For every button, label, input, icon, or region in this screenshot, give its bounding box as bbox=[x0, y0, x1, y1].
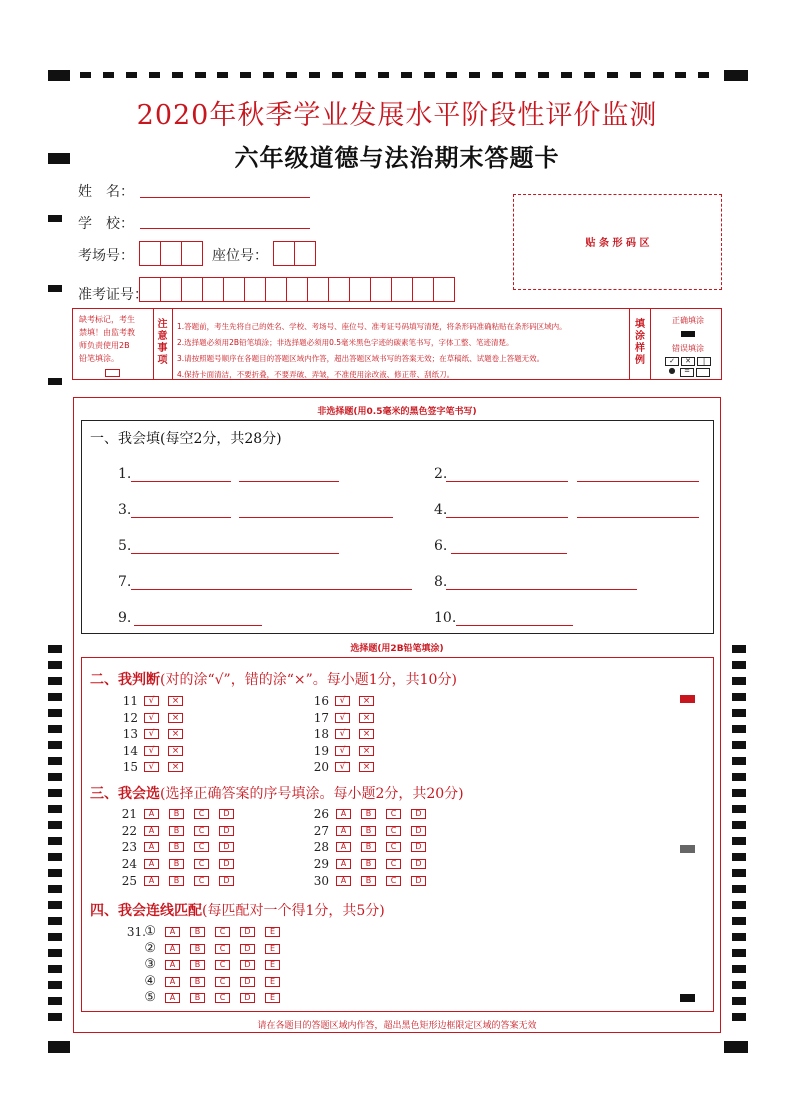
match-row-number: ③ bbox=[144, 957, 156, 972]
match-option[interactable]: A bbox=[165, 944, 180, 954]
timing-mark bbox=[48, 285, 62, 292]
timing-mark bbox=[48, 378, 62, 385]
match-row-number: ① bbox=[144, 924, 156, 939]
question-number: 21 bbox=[121, 807, 137, 821]
choice-option[interactable]: D bbox=[411, 876, 426, 886]
choice-option[interactable]: B bbox=[169, 842, 184, 852]
answer-line[interactable] bbox=[577, 481, 699, 482]
timing-mark bbox=[48, 725, 62, 733]
choice-option[interactable]: A bbox=[336, 809, 351, 819]
choice-option[interactable]: A bbox=[144, 876, 159, 886]
fill-item-10: 10. bbox=[434, 610, 457, 626]
match-option[interactable]: E bbox=[265, 960, 280, 970]
choice-option[interactable]: A bbox=[336, 859, 351, 869]
choice-option[interactable]: B bbox=[169, 826, 184, 836]
choice-option[interactable]: A bbox=[144, 826, 159, 836]
notice-box bbox=[72, 308, 722, 380]
wrong-fill-samples: ✓ ✕ | bbox=[655, 357, 721, 366]
section2-title: 二、我判断(对的涂“√”，错的涂“×”。每小题1分，共10分) bbox=[90, 672, 457, 688]
admission-cells[interactable] bbox=[139, 277, 454, 302]
answer-line[interactable] bbox=[446, 517, 568, 518]
match-row-number: ④ bbox=[144, 973, 156, 989]
timing-mark bbox=[48, 757, 62, 765]
admission-label: 准考证号： bbox=[78, 287, 148, 303]
match-option[interactable]: C bbox=[215, 960, 230, 970]
choice-option[interactable]: B bbox=[361, 826, 376, 836]
choice-option[interactable]: A bbox=[144, 859, 159, 869]
judge-option[interactable]: × bbox=[168, 696, 183, 706]
judge-option[interactable]: × bbox=[359, 696, 374, 706]
timing-mark bbox=[48, 773, 62, 781]
judge-option[interactable]: √ bbox=[335, 696, 350, 706]
choice-band-title: 选择题(用2B铅笔填涂) bbox=[350, 644, 444, 654]
choice-option[interactable]: C bbox=[194, 859, 209, 869]
choice-option[interactable]: C bbox=[194, 809, 209, 819]
question-number: 14 bbox=[122, 743, 138, 758]
timing-dash bbox=[126, 72, 137, 78]
name-field[interactable] bbox=[140, 197, 310, 198]
timing-mark bbox=[732, 805, 746, 813]
judge-option[interactable]: √ bbox=[335, 762, 350, 772]
correct-fill-sample bbox=[681, 331, 695, 337]
page-subtitle: 六年级道德与法治期末答题卡 bbox=[234, 144, 560, 172]
timing-dash bbox=[653, 72, 664, 78]
choice-option[interactable]: A bbox=[336, 876, 351, 886]
timing-mark bbox=[732, 709, 746, 717]
timing-mark bbox=[48, 693, 62, 701]
match-option[interactable]: C bbox=[215, 944, 230, 954]
match-option[interactable]: B bbox=[190, 977, 205, 987]
fill-item-2: 2. bbox=[434, 466, 448, 482]
choice-option[interactable]: B bbox=[361, 842, 376, 852]
choice-option[interactable]: D bbox=[219, 876, 234, 886]
timing-dash bbox=[309, 72, 320, 78]
timing-mark bbox=[732, 741, 746, 749]
timing-dash bbox=[492, 72, 503, 78]
timing-mark bbox=[732, 901, 746, 909]
choice-option[interactable]: C bbox=[386, 859, 401, 869]
sample-label: 填 涂 样 例 bbox=[629, 309, 651, 379]
question-number: 28 bbox=[313, 840, 329, 855]
fill-item-8: 8. bbox=[434, 574, 448, 590]
answer-line[interactable] bbox=[446, 589, 637, 590]
match-option[interactable]: E bbox=[265, 993, 280, 1003]
locator-mark bbox=[680, 845, 695, 853]
judge-option[interactable]: √ bbox=[144, 762, 159, 772]
timing-mark bbox=[732, 725, 746, 733]
choice-option[interactable]: D bbox=[219, 809, 234, 819]
timing-dash bbox=[538, 72, 549, 78]
judge-option[interactable]: √ bbox=[144, 746, 159, 756]
choice-option[interactable]: A bbox=[144, 809, 159, 819]
absence-mark-area bbox=[73, 309, 154, 379]
fill-item-5: 5. bbox=[118, 538, 132, 554]
correct-fill-label: 正确填涂 bbox=[672, 316, 704, 325]
fill-item-9: 9. bbox=[118, 610, 132, 626]
timing-mark bbox=[48, 1041, 70, 1053]
timing-dash bbox=[217, 72, 228, 78]
seat-cells[interactable] bbox=[273, 241, 315, 266]
timing-mark bbox=[48, 997, 62, 1005]
question-number: 29 bbox=[313, 857, 329, 872]
timing-mark bbox=[732, 837, 746, 845]
timing-dash bbox=[698, 72, 709, 78]
timing-mark bbox=[732, 821, 746, 829]
timing-mark bbox=[732, 965, 746, 973]
section1-box bbox=[81, 420, 714, 634]
timing-mark bbox=[48, 917, 62, 925]
question-number: 25 bbox=[121, 873, 137, 888]
answer-line[interactable] bbox=[131, 517, 231, 518]
timing-dash bbox=[240, 72, 251, 78]
timing-mark bbox=[732, 933, 746, 941]
timing-mark bbox=[48, 645, 62, 653]
judge-option[interactable]: × bbox=[359, 729, 374, 739]
timing-mark bbox=[732, 693, 746, 701]
choice-option[interactable]: C bbox=[386, 809, 401, 819]
timing-dash bbox=[515, 72, 526, 78]
notice-item: 1.答题前，考生先将自己的姓名、学校、考场号、座位号、准考证号码填写清楚，将条形码准确粘贴在条形码区域内。 bbox=[177, 322, 567, 331]
judge-option[interactable]: × bbox=[168, 762, 183, 772]
timing-dash bbox=[584, 72, 595, 78]
match-option[interactable]: A bbox=[165, 993, 180, 1003]
timing-dash bbox=[561, 72, 572, 78]
choice-option[interactable]: D bbox=[411, 809, 426, 819]
timing-mark bbox=[732, 789, 746, 797]
absence-checkbox[interactable] bbox=[105, 369, 120, 377]
match-option[interactable]: E bbox=[265, 977, 280, 987]
timing-mark bbox=[732, 869, 746, 877]
judge-option[interactable]: √ bbox=[335, 746, 350, 756]
notice-item: 3.请按照题号顺序在各题目的答题区域内作答，超出答题区域书写的答案无效；在草稿纸、试题卷上答题无效。 bbox=[177, 354, 545, 363]
choice-option[interactable]: C bbox=[386, 842, 401, 852]
choice-option[interactable]: D bbox=[411, 859, 426, 869]
match-option[interactable]: A bbox=[165, 927, 180, 937]
choice-option[interactable]: B bbox=[169, 809, 184, 819]
match-option[interactable]: A bbox=[165, 960, 180, 970]
absence-text-line: 铅笔填涂。 bbox=[79, 354, 119, 363]
match-row-number: ⑤ bbox=[144, 990, 156, 1005]
timing-dash bbox=[103, 72, 114, 78]
question-number: 13 bbox=[122, 727, 138, 741]
timing-mark bbox=[48, 901, 62, 909]
answer-line[interactable] bbox=[577, 517, 699, 518]
timing-mark bbox=[48, 965, 62, 973]
answer-line[interactable] bbox=[451, 553, 567, 554]
choice-option[interactable]: B bbox=[361, 876, 376, 886]
choice-option[interactable]: A bbox=[336, 842, 351, 852]
timing-mark bbox=[48, 869, 62, 877]
answer-line[interactable] bbox=[239, 481, 339, 482]
timing-mark bbox=[732, 661, 746, 669]
choice-option[interactable]: C bbox=[194, 876, 209, 886]
fill-sample: 正确填涂 错误填涂 ✓ ✕ | ● = bbox=[655, 315, 721, 377]
timing-mark bbox=[732, 917, 746, 925]
choice-option[interactable]: C bbox=[386, 876, 401, 886]
wrong-fill-label: 错误填涂 bbox=[672, 344, 704, 353]
answer-line[interactable] bbox=[446, 481, 568, 482]
timing-mark bbox=[732, 853, 746, 861]
question-number: 22 bbox=[121, 823, 137, 838]
timing-mark bbox=[48, 821, 62, 829]
answer-line[interactable] bbox=[131, 553, 339, 554]
match-option[interactable]: A bbox=[165, 977, 180, 987]
timing-mark bbox=[48, 215, 62, 222]
question-number: 16 bbox=[313, 694, 329, 708]
timing-mark bbox=[48, 661, 62, 669]
match-option[interactable]: B bbox=[190, 993, 205, 1003]
timing-mark bbox=[48, 981, 62, 989]
timing-mark bbox=[732, 757, 746, 765]
timing-dash bbox=[607, 72, 618, 78]
match-option[interactable]: D bbox=[240, 960, 255, 970]
choice-option[interactable]: A bbox=[144, 842, 159, 852]
fill-item-3: 3. bbox=[118, 502, 132, 518]
timing-mark bbox=[48, 709, 62, 717]
timing-dash bbox=[80, 72, 91, 78]
fill-item-4: 4. bbox=[434, 502, 448, 518]
exam-room-cells[interactable] bbox=[139, 241, 202, 266]
timing-mark bbox=[48, 805, 62, 813]
timing-dash bbox=[195, 72, 206, 78]
choice-option[interactable]: B bbox=[361, 809, 376, 819]
timing-mark bbox=[48, 885, 62, 893]
answer-line[interactable] bbox=[131, 481, 231, 482]
timing-dash bbox=[446, 72, 457, 78]
match-row-number: ② bbox=[144, 940, 156, 956]
match-option[interactable]: C bbox=[215, 993, 230, 1003]
fill-item-6: 6. bbox=[434, 538, 448, 554]
timing-dash bbox=[172, 72, 183, 78]
question-number: 23 bbox=[121, 840, 137, 855]
name-label: 姓 名： bbox=[78, 184, 134, 200]
choice-option[interactable]: D bbox=[219, 859, 234, 869]
question-number: 18 bbox=[313, 727, 329, 741]
match-option[interactable]: B bbox=[190, 927, 205, 937]
question-number: 20 bbox=[313, 760, 329, 774]
judge-option[interactable]: √ bbox=[144, 713, 159, 723]
section1-title: 一、我会填(每空2分，共28分) bbox=[90, 431, 282, 447]
choice-option[interactable]: A bbox=[336, 826, 351, 836]
non-choice-band-title: 非选择题(用0.5毫米的黑色签字笔书写) bbox=[317, 407, 477, 417]
notice-items bbox=[177, 319, 633, 383]
timing-mark bbox=[732, 949, 746, 957]
answer-line[interactable] bbox=[131, 589, 412, 590]
timing-dash bbox=[286, 72, 297, 78]
judge-option[interactable]: × bbox=[168, 729, 183, 739]
match-option[interactable]: E bbox=[265, 927, 280, 937]
timing-dash bbox=[149, 72, 160, 78]
timing-dash bbox=[332, 72, 343, 78]
barcode-label: 贴 条 形 码 区 bbox=[585, 238, 650, 249]
page-title: 2020年秋季学业发展水平阶段性评价监测 bbox=[136, 100, 658, 131]
timing-mark bbox=[732, 773, 746, 781]
question-number: 11 bbox=[122, 694, 138, 708]
absence-text-line: 禁填！由监考教 bbox=[79, 328, 135, 337]
section3-title: 三、我会选(选择正确答案的序号填涂。每小题2分，共20分) bbox=[90, 786, 464, 802]
fill-item-7: 7. bbox=[118, 574, 132, 590]
absence-text-line: 师负责使用2B bbox=[79, 341, 130, 350]
timing-mark bbox=[48, 153, 70, 164]
seat-label: 座位号： bbox=[212, 248, 268, 264]
choice-option[interactable]: C bbox=[194, 826, 209, 836]
choice-option[interactable]: D bbox=[411, 842, 426, 852]
timing-mark bbox=[48, 789, 62, 797]
match-option[interactable]: E bbox=[265, 944, 280, 954]
timing-dash bbox=[378, 72, 389, 78]
judge-option[interactable]: √ bbox=[144, 696, 159, 706]
timing-mark bbox=[48, 933, 62, 941]
timing-dash bbox=[469, 72, 480, 78]
timing-mark bbox=[732, 1013, 746, 1021]
timing-dash bbox=[355, 72, 366, 78]
question-number: 27 bbox=[313, 823, 329, 838]
match-option[interactable]: D bbox=[240, 993, 255, 1003]
question-number: 19 bbox=[313, 743, 329, 758]
judge-option[interactable]: × bbox=[168, 713, 183, 723]
choice-option[interactable]: D bbox=[219, 842, 234, 852]
match-option[interactable]: D bbox=[240, 977, 255, 987]
school-field[interactable] bbox=[140, 228, 310, 229]
question-number: 15 bbox=[122, 760, 138, 774]
timing-mark bbox=[732, 885, 746, 893]
match-prefix: 31. bbox=[126, 925, 146, 939]
timing-dash bbox=[401, 72, 412, 78]
notice-item: 4.保持卡面清洁，不要折叠，不要弄破、弄皱，不准使用涂改液、修正带、刮纸刀。 bbox=[177, 370, 455, 379]
notice-item: 2.选择题必须用2B铅笔填涂；非选择题必须用0.5毫米黑色字迹的碳素笔书写，字体工整、笔迹清楚。 bbox=[177, 338, 514, 347]
timing-mark bbox=[48, 1013, 62, 1021]
choice-option[interactable]: B bbox=[361, 859, 376, 869]
timing-mark bbox=[732, 981, 746, 989]
judge-option[interactable]: √ bbox=[335, 713, 350, 723]
choice-option[interactable]: D bbox=[219, 826, 234, 836]
choice-option[interactable]: D bbox=[411, 826, 426, 836]
timing-mark bbox=[732, 677, 746, 685]
judge-option[interactable]: √ bbox=[335, 729, 350, 739]
timing-dash bbox=[263, 72, 274, 78]
match-option[interactable]: B bbox=[190, 960, 205, 970]
judge-option[interactable]: × bbox=[168, 746, 183, 756]
question-number: 26 bbox=[313, 807, 329, 821]
match-option[interactable]: B bbox=[190, 944, 205, 954]
timing-dash bbox=[630, 72, 641, 78]
judge-option[interactable]: √ bbox=[144, 729, 159, 739]
timing-mark bbox=[48, 837, 62, 845]
timing-dash bbox=[424, 72, 435, 78]
choice-option[interactable]: C bbox=[386, 826, 401, 836]
school-label: 学 校： bbox=[78, 216, 134, 232]
timing-mark bbox=[724, 1041, 748, 1053]
question-number: 24 bbox=[121, 857, 137, 872]
fill-item-1: 1. bbox=[118, 466, 132, 482]
timing-mark bbox=[48, 949, 62, 957]
match-option[interactable]: C bbox=[215, 977, 230, 987]
locator-mark bbox=[680, 994, 695, 1002]
answer-line[interactable] bbox=[239, 517, 393, 518]
match-option[interactable]: D bbox=[240, 944, 255, 954]
timing-dash bbox=[675, 72, 686, 78]
choice-option[interactable]: B bbox=[169, 876, 184, 886]
timing-mark bbox=[732, 997, 746, 1005]
notice-label: 注 意 事 项 bbox=[153, 309, 173, 379]
footer-note: 请在各题目的答题区域内作答，超出黑色矩形边框限定区域的答案无效 bbox=[257, 1021, 537, 1031]
answer-line[interactable] bbox=[134, 625, 262, 626]
question-number: 17 bbox=[313, 710, 329, 725]
match-option[interactable]: C bbox=[215, 927, 230, 937]
section4-title: 四、我会连线匹配(每匹配对一个得1分，共5分) bbox=[90, 903, 385, 919]
answer-line[interactable] bbox=[456, 625, 573, 626]
choice-option[interactable]: B bbox=[169, 859, 184, 869]
judge-option[interactable]: × bbox=[359, 746, 374, 756]
judge-option[interactable]: × bbox=[359, 713, 374, 723]
judge-option[interactable]: × bbox=[359, 762, 374, 772]
barcode-area[interactable] bbox=[513, 194, 722, 290]
question-number: 12 bbox=[122, 710, 138, 725]
timing-mark bbox=[48, 677, 62, 685]
absence-text-line: 缺考标记，考生 bbox=[79, 315, 135, 324]
exam-room-label: 考场号： bbox=[78, 248, 134, 264]
choice-option[interactable]: C bbox=[194, 842, 209, 852]
timing-mark bbox=[732, 645, 746, 653]
timing-mark bbox=[48, 741, 62, 749]
timing-mark bbox=[48, 853, 62, 861]
question-number: 30 bbox=[313, 873, 329, 888]
locator-mark bbox=[680, 695, 695, 703]
match-option[interactable]: D bbox=[240, 927, 255, 937]
